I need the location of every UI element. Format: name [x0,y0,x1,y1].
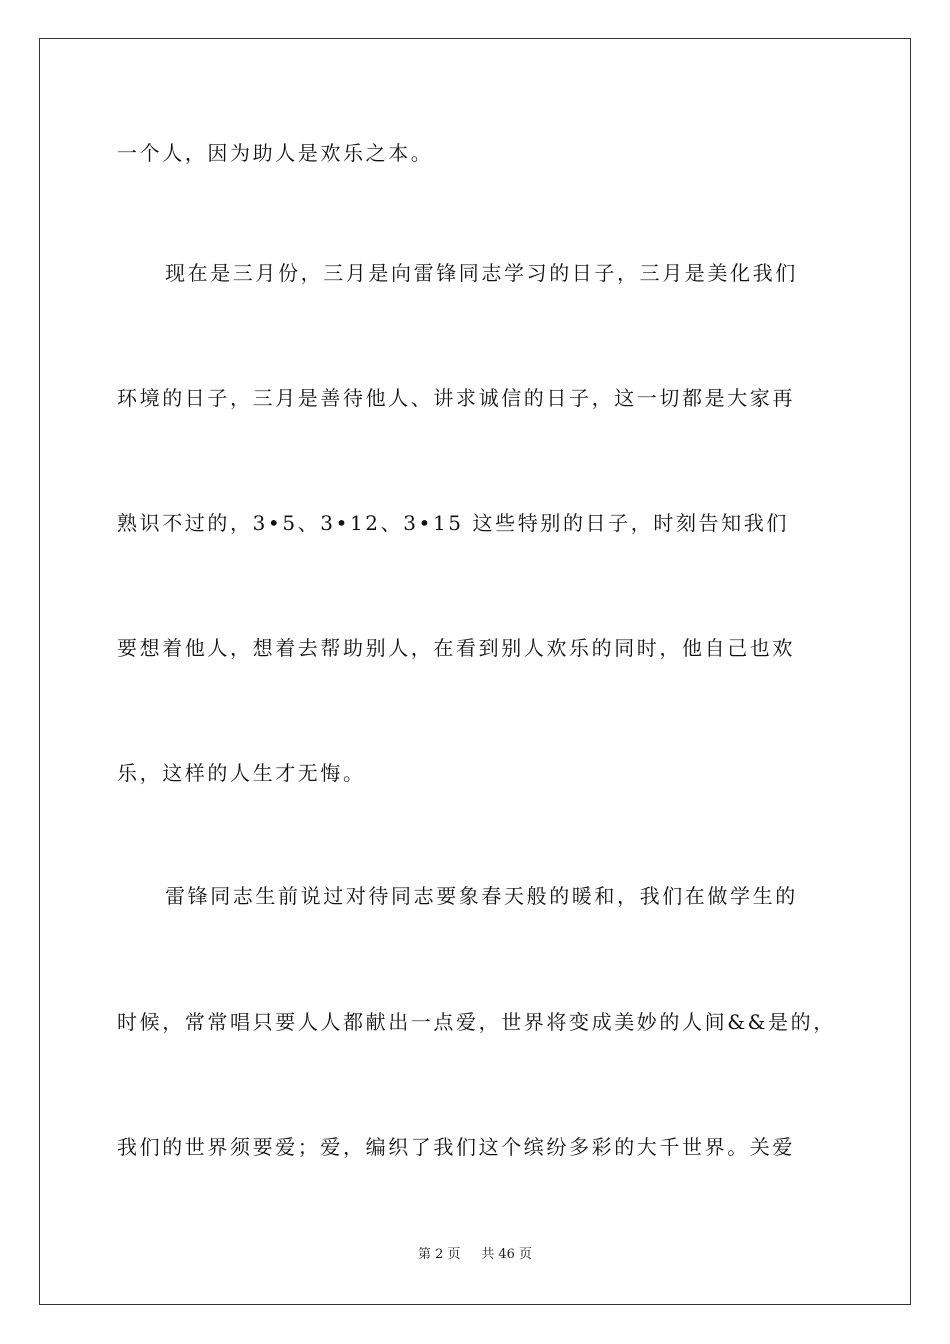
page-number: 第 2 页 [417,1247,461,1262]
text-line: 乐，这样的人生才无悔。 [117,761,366,785]
text-line: 环境的日子，三月是善待他人、讲求诚信的日子，这一切都是大家再 [117,386,795,410]
page-footer [0,1246,950,1264]
paragraph-first-line: 现在是三月份，三月是向雷锋同志学习的日子，三月是美化我们 [165,261,798,285]
paragraph-first-line: 雷锋同志生前说过对待同志要象春天般的暖和，我们在做学生的 [165,884,798,908]
text-line: 一个人，因为助人是欢乐之本。 [117,141,434,165]
text-line: 时候，常常唱只要人人都献出一点爱，世界将变成美妙的人间&&是的， [117,1010,836,1034]
text-line: 熟识不过的，3•5、3•12、3•15 这些特别的日子，时刻告知我们 [117,511,789,535]
text-line: 我们的世界须要爱；爱，编织了我们这个缤纷多彩的大千世界。关爱 [117,1135,795,1159]
page-total: 共 46 页 [481,1247,533,1262]
text-line: 要想着他人，想着去帮助别人，在看到别人欢乐的同时，他自己也欢 [117,636,795,660]
page-border [39,38,911,1305]
